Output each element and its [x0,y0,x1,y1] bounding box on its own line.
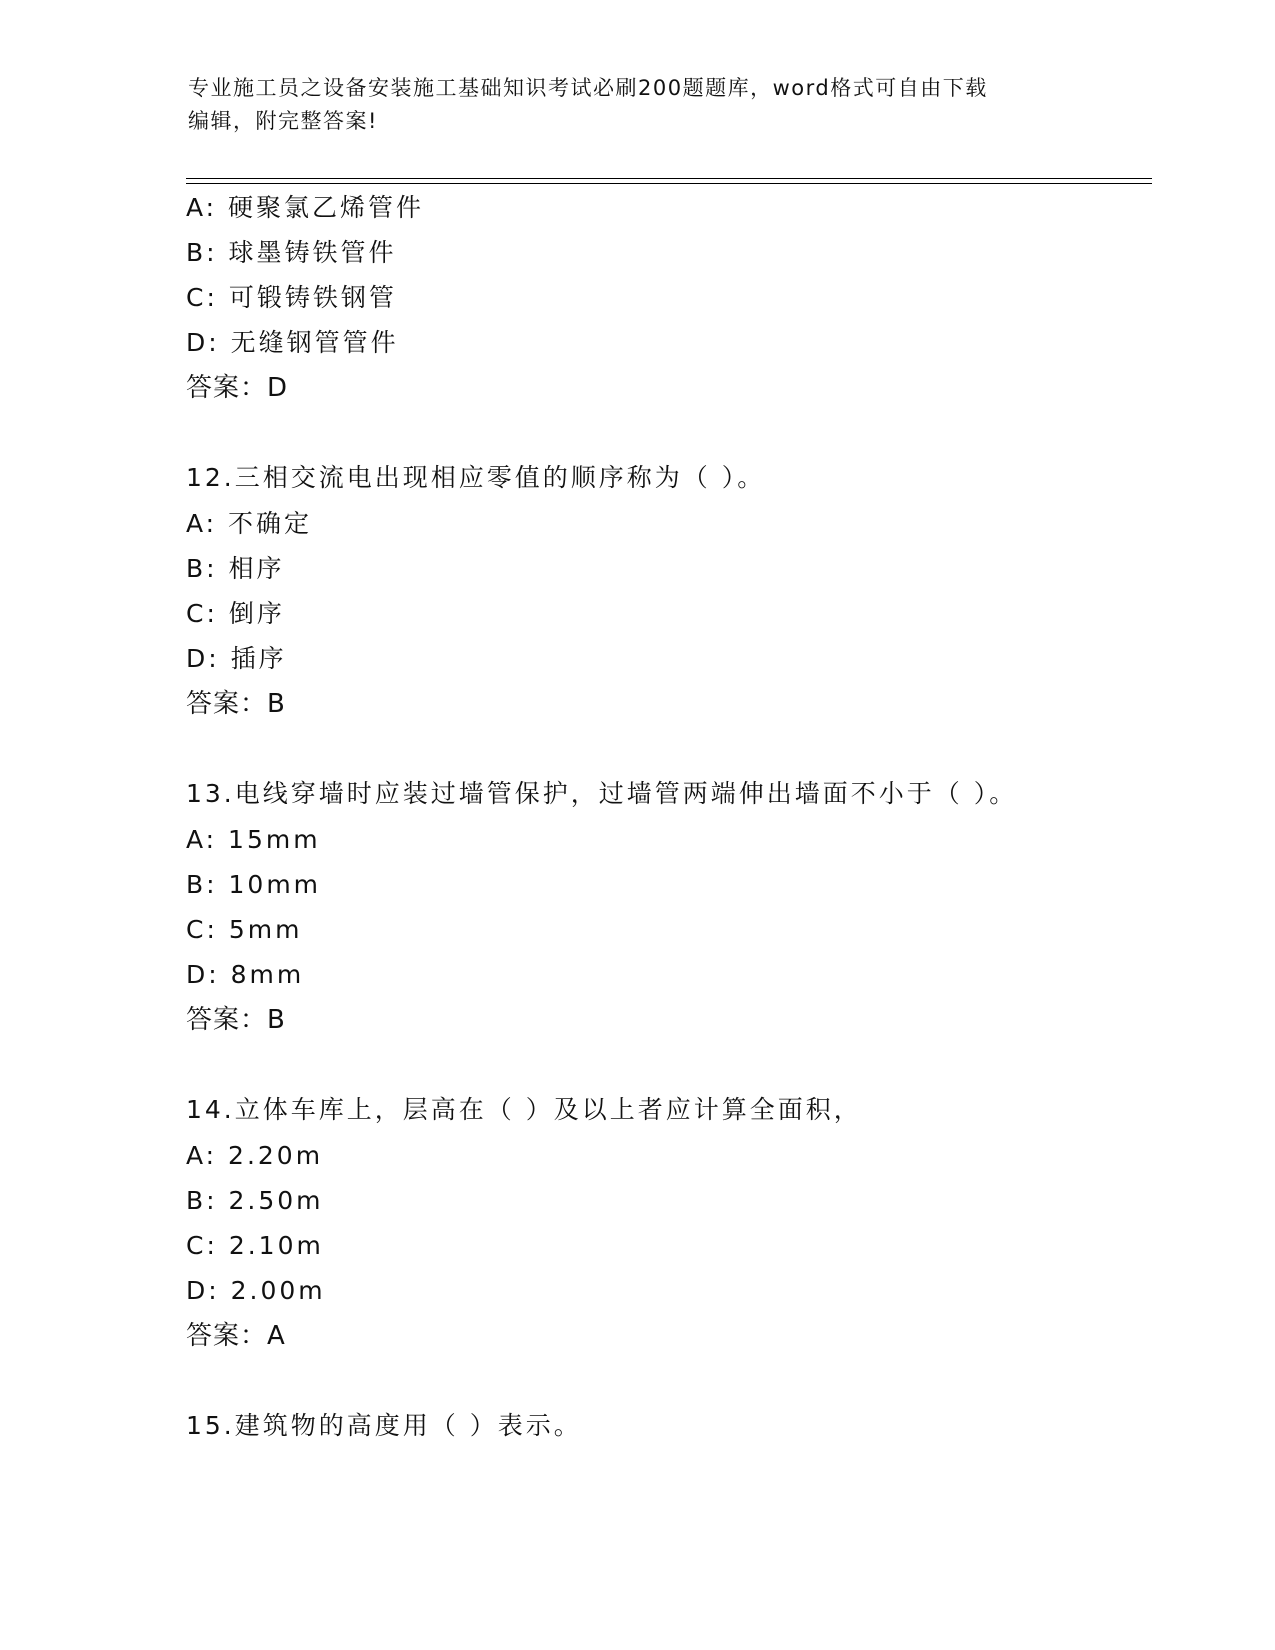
q14-option-d: D: 2.00m [186,1276,326,1305]
q14-answer: 答案：A [186,1321,286,1351]
q13-option-b: B: 10mm [186,870,322,899]
q11-option-b: B: 球墨铸铁管件 [186,238,397,267]
q15-question: 15.建筑物的高度用（ ）表示。 [186,1411,582,1440]
q13-option-c: C: 5mm [186,915,303,944]
q13-question: 13.电线穿墙时应装过墙管保护，过墙管两端伸出墙面不小于（ ）。 [186,779,1018,808]
q11-answer: 答案：D [186,373,289,403]
header-divider-bottom [186,183,1152,184]
q11-option-d: D: 无缝钢管管件 [186,328,399,357]
q12-option-a: A: 不确定 [186,509,313,538]
q12-answer: 答案：B [186,689,286,719]
q14-option-b: B: 2.50m [186,1186,324,1215]
q14-question: 14.立体车库上，层高在（ ）及以上者应计算全面积， [186,1095,862,1124]
q11-option-c: C: 可锻铸铁钢管 [186,283,397,312]
q12-option-b: B: 相序 [186,554,285,583]
q14-option-c: C: 2.10m [186,1231,324,1260]
q13-option-d: D: 8mm [186,960,305,989]
q14-option-a: A: 2.20m [186,1141,324,1170]
header-divider-top [186,178,1152,179]
document-header [188,72,1088,138]
q13-option-a: A: 15mm [186,825,321,854]
q12-option-d: D: 插序 [186,644,287,673]
q11-option-a: A: 硬聚氯乙烯管件 [186,193,425,222]
header-line-1: 专业施工员之设备安装施工基础知识考试必刷200题题库，word格式可自由下载 [188,76,988,100]
q12-option-c: C: 倒序 [186,599,285,628]
q12-question: 12.三相交流电出现相应零值的顺序称为（ ）。 [186,463,766,492]
q13-answer: 答案：B [186,1005,286,1035]
header-line-2: 编辑，附完整答案! [188,109,378,133]
